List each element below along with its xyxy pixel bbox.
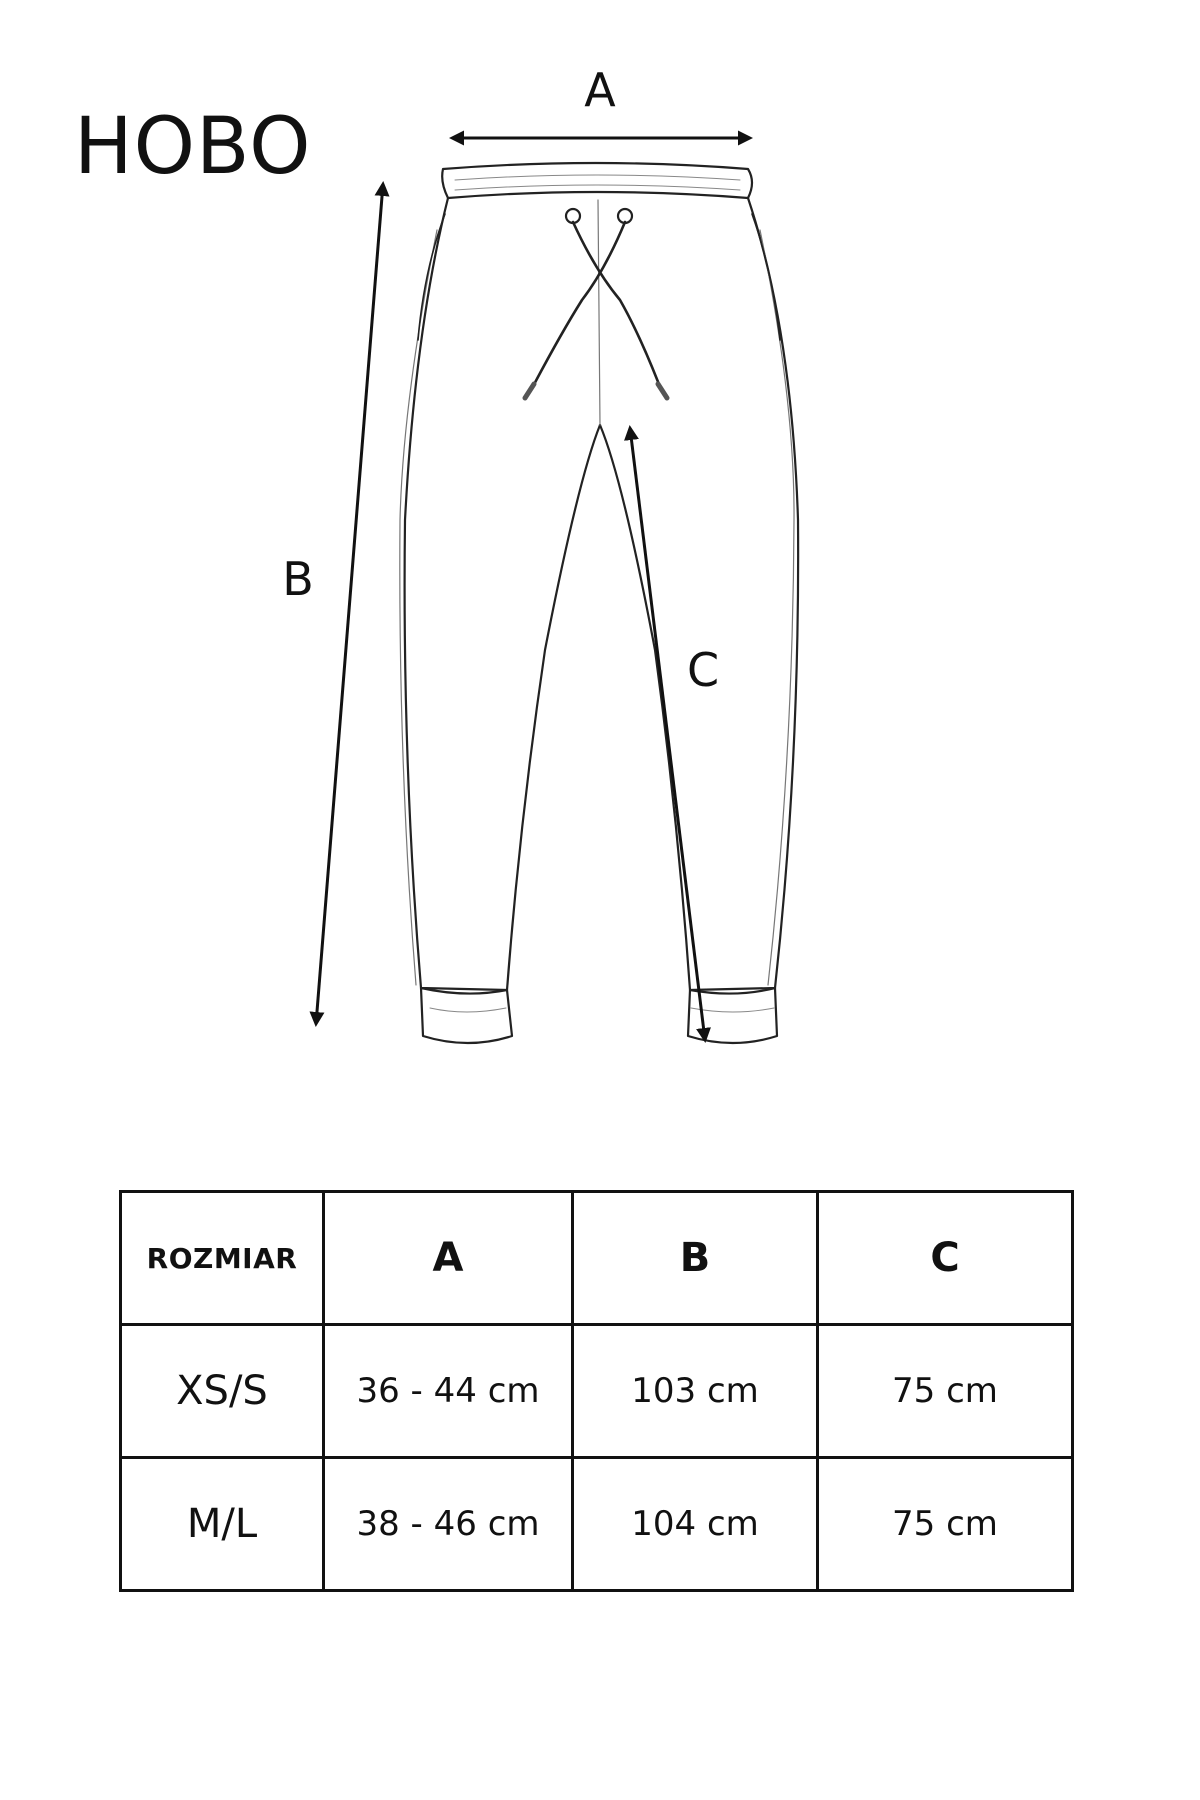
header-b: B xyxy=(573,1192,818,1325)
header-c: C xyxy=(818,1192,1073,1325)
header-rozmiar: ROZMIAR xyxy=(121,1192,324,1325)
value-cell-a: 36 - 44 cm xyxy=(324,1325,573,1458)
value-cell-a: 38 - 46 cm xyxy=(324,1458,573,1591)
header-a: A xyxy=(324,1192,573,1325)
table-row xyxy=(121,1325,1073,1458)
size-cell: M/L xyxy=(121,1458,324,1591)
dimension-b-label: B xyxy=(282,552,314,606)
drawstring xyxy=(530,222,662,392)
table-row xyxy=(121,1458,1073,1591)
value-cell-b: 103 cm xyxy=(573,1325,818,1458)
dimension-c-arrow xyxy=(630,428,705,1040)
right-pocket xyxy=(752,214,780,340)
size-table xyxy=(119,1190,1074,1592)
value-cell-c: 75 cm xyxy=(818,1325,1073,1458)
left-cuff xyxy=(421,988,512,1043)
waistband xyxy=(442,163,752,198)
brand-title: HOBO xyxy=(74,102,312,192)
trousers-illustration xyxy=(400,163,798,1043)
dimension-a-label: A xyxy=(584,63,616,117)
size-cell: XS/S xyxy=(121,1325,324,1458)
dimension-c-label: C xyxy=(686,643,720,697)
value-cell-c: 75 cm xyxy=(818,1458,1073,1591)
table-header-row xyxy=(121,1192,1073,1325)
value-cell-b: 104 cm xyxy=(573,1458,818,1591)
dimension-b-arrow xyxy=(316,184,383,1024)
